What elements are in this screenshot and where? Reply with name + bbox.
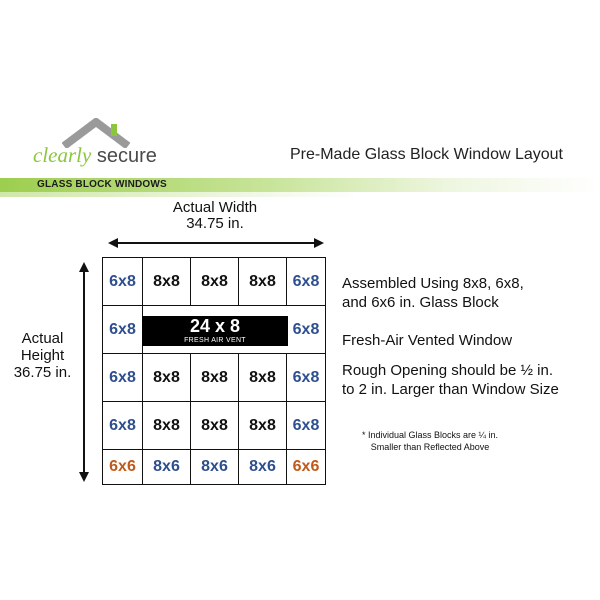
width-label-text: Actual Width (172, 199, 258, 216)
fresh-air-vent-block (142, 316, 288, 346)
logo (33, 145, 157, 166)
glass-block-8x8: 8x8 (191, 402, 239, 450)
rough-note-line2: to 2 in. Larger than Window Size (342, 381, 559, 398)
vent-type-label: FRESH AIR VENT (184, 337, 246, 344)
glass-block-8x8: 8x8 (239, 402, 287, 450)
width-dimension-label (145, 200, 285, 232)
height-value-text: 36.75 in. (13, 364, 72, 381)
glass-block-grid (102, 257, 326, 485)
height-dimension-label (0, 330, 85, 381)
rough-note-line1: Rough Opening should be ½ in. (342, 362, 553, 379)
height-label-text: Actual (21, 330, 64, 347)
glass-block-8x8: 8x8 (239, 354, 287, 402)
footnote (360, 429, 500, 453)
page-title: Pre-Made Glass Block Window Layout (290, 146, 563, 163)
logo-word-clearly: clearly (33, 143, 92, 167)
width-arrow-icon (108, 236, 324, 250)
height-arrow-icon (77, 262, 91, 482)
glass-block-8x8: 8x8 (191, 258, 239, 306)
glass-block-6x8: 6x8 (103, 258, 143, 306)
vented-note: Fresh-Air Vented Window (342, 332, 513, 349)
glass-block-8x6: 8x6 (143, 450, 191, 484)
logo-tagline: GLASS BLOCK WINDOWS (37, 179, 167, 190)
logo-word-secure: secure (96, 145, 157, 167)
glass-block-8x8: 8x8 (143, 258, 191, 306)
glass-block-6x8: 6x8 (103, 402, 143, 450)
glass-block-8x8: 8x8 (143, 354, 191, 402)
glass-block-6x8: 6x8 (287, 306, 325, 354)
glass-block-8x8: 8x8 (143, 402, 191, 450)
footnote-line2: Smaller than Reflected Above (370, 442, 490, 452)
assembled-note-line1: Assembled Using 8x8, 6x8, (342, 275, 524, 292)
glass-block-6x8: 6x8 (287, 354, 325, 402)
glass-block-8x6: 8x6 (239, 450, 287, 484)
glass-block-8x8: 8x8 (191, 354, 239, 402)
rough-opening-note (342, 361, 559, 399)
glass-block-8x6: 8x6 (191, 450, 239, 484)
glass-block-6x8: 6x8 (103, 306, 143, 354)
glass-block-6x8: 6x8 (287, 402, 325, 450)
glass-block-6x6: 6x6 (103, 450, 143, 484)
assembled-note (342, 274, 524, 312)
height-label-text-2: Height (20, 347, 65, 364)
header-band-shadow (0, 192, 600, 197)
width-value-text: 34.75 in. (186, 215, 244, 232)
assembled-note-line2: and 6x6 in. Glass Block (342, 294, 499, 311)
glass-block-6x6: 6x6 (292, 458, 320, 475)
glass-block-8x8: 8x8 (239, 258, 287, 306)
glass-block-6x8: 6x8 (287, 258, 325, 306)
footnote-line1: * Individual Glass Blocks are ¼ in. (361, 430, 499, 440)
glass-block-6x8: 6x8 (103, 354, 143, 402)
vent-size-label: 24 x 8 (189, 316, 241, 336)
